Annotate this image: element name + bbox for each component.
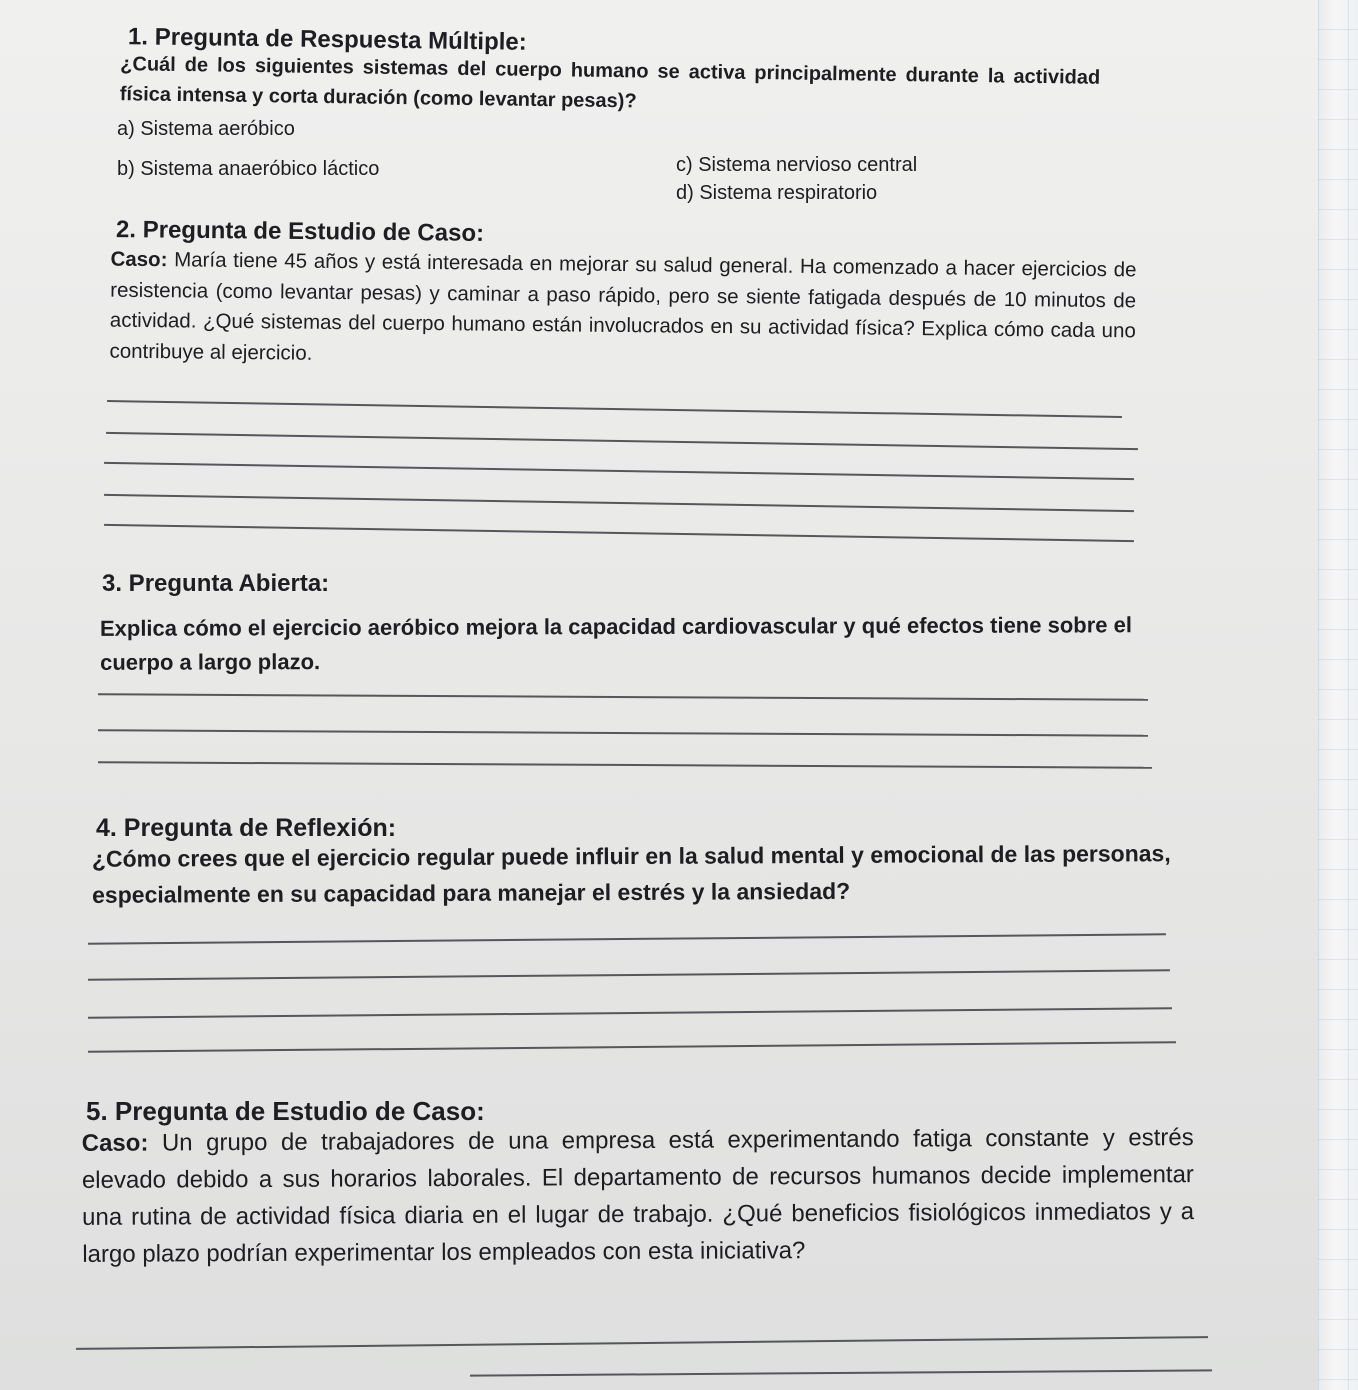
- q5-answer-line[interactable]: [470, 1369, 1212, 1376]
- q2-case-text: María tiene 45 años y está interesada en mejorar su salud general. Ha comenzado a hacer ejercicios de resistencia (como levantar pesas) y caminar a paso rápido, pero se siente fatigada después de 10 minutos de actividad. ¿Qué sistemas del cuerpo humano están involucrados en su actividad física? Explica cómo cada uno contribuye al ejercicio.: [109, 248, 1137, 365]
- q1-option-b: b) Sistema anaeróbico láctico: [117, 158, 380, 180]
- q1-option-a: a) Sistema aeróbico: [117, 118, 295, 140]
- q5-title: 5. Pregunta de Estudio de Caso:: [86, 1096, 485, 1126]
- q2-answer-line[interactable]: [107, 400, 1122, 418]
- q4-answer-line[interactable]: [88, 1007, 1172, 1018]
- q4-question: ¿Cómo crees que el ejercicio regular puede influir en la salud mental y emocional de las personas, especialmente en su capacidad para manejar el estrés y la ansiedad?: [91, 840, 1171, 908]
- background-grid-paper: [1318, 0, 1358, 1390]
- q2-answer-line[interactable]: [104, 462, 1134, 480]
- q2-answer-line[interactable]: [104, 524, 1134, 542]
- q5-case-text: Un grupo de trabajadores de una empresa está experimentando fatiga constante y estrés elevado debido a sus horarios laborales. El departamento de recursos humanos decide implementar una rutina de actividad física diaria en el lugar de trabajo. ¿Qué beneficios fisiológicos inmediatos y a largo plazo podrían experimentar los empleados con esta iniciativa?: [81, 1124, 1195, 1268]
- q1-title: 1. Pregunta de Respuesta Múltiple:: [127, 23, 527, 56]
- q3-answer-line[interactable]: [98, 761, 1152, 769]
- q1-option-d: d) Sistema respiratorio: [676, 182, 878, 204]
- q2-case-label: Caso:: [110, 247, 168, 272]
- q1-question: ¿Cuál de los siguientes sistemas del cuerpo humano se activa principalmente durante la actividad física intensa y corta duración (como levantar pesas)?: [119, 53, 1101, 113]
- q2-case: [109, 245, 1136, 378]
- q5-answer-line[interactable]: [76, 1336, 1208, 1350]
- q4-answer-line[interactable]: [88, 1041, 1176, 1052]
- q3-answer-line[interactable]: [98, 729, 1148, 736]
- q2-title: 2. Pregunta de Estudio de Caso:: [115, 216, 485, 247]
- q3-title: 3. Pregunta Abierta:: [102, 570, 330, 597]
- q5-case: [82, 1119, 1195, 1273]
- q3-answer-line[interactable]: [98, 693, 1148, 700]
- q2-answer-line[interactable]: [106, 432, 1138, 450]
- q4-title: 4. Pregunta de Reflexión:: [96, 814, 397, 842]
- q4-answer-line[interactable]: [88, 969, 1170, 980]
- q5-case-label: Caso:: [81, 1129, 149, 1157]
- q2-answer-line[interactable]: [104, 494, 1134, 512]
- q1-option-c: c) Sistema nervioso central: [676, 154, 918, 176]
- q3-question: Explica cómo el ejercicio aeróbico mejora la capacidad cardiovascular y qué efectos tiene sobre el cuerpo a largo plazo.: [99, 612, 1132, 675]
- q4-answer-line[interactable]: [88, 933, 1166, 944]
